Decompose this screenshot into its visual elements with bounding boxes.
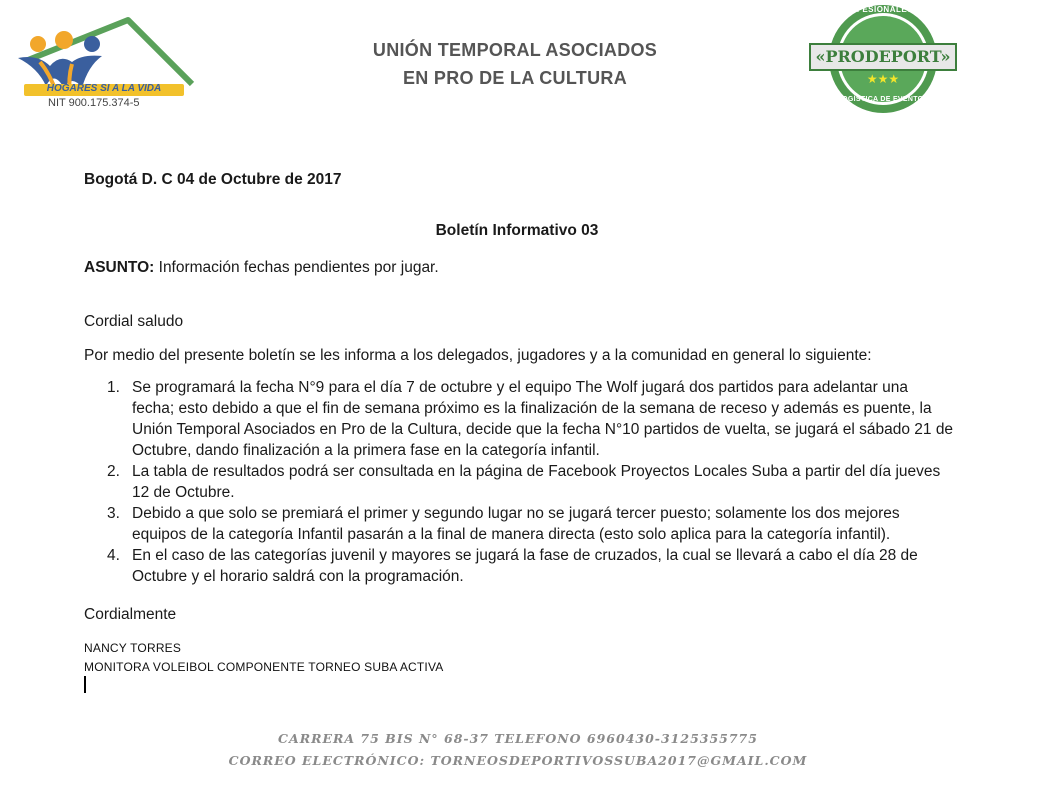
signer-name: NANCY TORRES: [84, 641, 182, 655]
list-item: [84, 545, 954, 587]
list-item: [84, 377, 954, 461]
prodeport-seal: [808, 2, 958, 114]
list-item-number: 4.: [107, 547, 120, 564]
announcement-list: [84, 377, 954, 587]
intro-paragraph: Por medio del presente boletín se les informa a los delegados, jugadores y a la comunidad en general lo siguiente:: [84, 347, 872, 364]
organization-title-line2: EN PRO DE LA CULTURA: [403, 68, 627, 88]
hogares-logo: [10, 14, 195, 110]
text-cursor[interactable]: [84, 676, 86, 693]
seal-top-text: PROFESIONALES EN: [838, 5, 928, 14]
seal-name: «PRODEPORT»: [815, 47, 951, 66]
organization-title: [330, 36, 700, 92]
organization-title-line1: UNIÓN TEMPORAL ASOCIADOS: [372, 40, 658, 60]
seal-stars: ★★★: [866, 72, 900, 86]
list-item: [84, 461, 954, 503]
nit-number: NIT 900.175.374-5: [48, 97, 140, 109]
greeting: Cordial saludo: [84, 313, 184, 330]
footer-address: CARRERA 75 BIS N° 68-37 TELEFONO 6960430-3125355775: [278, 731, 758, 746]
list-item-text: Debido a que solo se premiará el primer y segundo lugar no se jugará tercer puesto; solamente los dos mejores equipos de la categoría Infantil pasarán a la final de manera directa (esto solo aplica para la categoría infantil).: [132, 505, 900, 543]
subject-label: ASUNTO:: [84, 259, 155, 276]
list-item-number: 3.: [107, 505, 120, 522]
logo-caption: HOGARES SI A LA VIDA: [46, 83, 162, 94]
list-item-text: La tabla de resultados podrá ser consultada en la página de Facebook Proyectos Locales Suba a partir del día jueves 12 de Octubre.: [132, 463, 941, 501]
subject-text: Información fechas pendientes por jugar.: [154, 259, 439, 276]
subject-line: [84, 257, 439, 278]
list-item: [84, 503, 954, 545]
seal-bottom-text: LOGÍSTICA DE EVENTOS: [837, 96, 929, 103]
bulletin-title: Boletín Informativo 03: [435, 222, 599, 239]
signer-role: MONITORA VOLEIBOL COMPONENTE TORNEO SUBA ACTIVA: [84, 660, 444, 674]
closing: Cordialmente: [84, 606, 177, 623]
list-item-number: 1.: [107, 379, 120, 396]
list-item-number: 2.: [107, 463, 120, 480]
list-item-text: Se programará la fecha N°9 para el día 7 de octubre y el equipo The Wolf jugará dos partidos para adelantar una fecha; esto debido a que el fin de semana próximo es la finalización de la semana de receso y además es puente, la Unión Temporal Asociados en Pro de la Cultura, decide que la fecha N°10 partidos de vuelta, se jugará el sábado 21 de Octubre, dando finalización a la primera fase en la categoría infantil.: [132, 379, 954, 459]
footer-email: CORREO ELECTRÓNICO: TORNEOSDEPORTIVOSSUBA2017@GMAIL.COM: [228, 753, 808, 768]
date-line: Bogotá D. C 04 de Octubre de 2017: [84, 171, 342, 188]
list-item-text: En el caso de las categorías juvenil y mayores se jugará la fase de cruzados, la cual se llevará a cabo el día 28 de Octubre y el horario saldrá con la programación.: [132, 547, 918, 585]
hogares-logo-graphic: [10, 14, 195, 110]
